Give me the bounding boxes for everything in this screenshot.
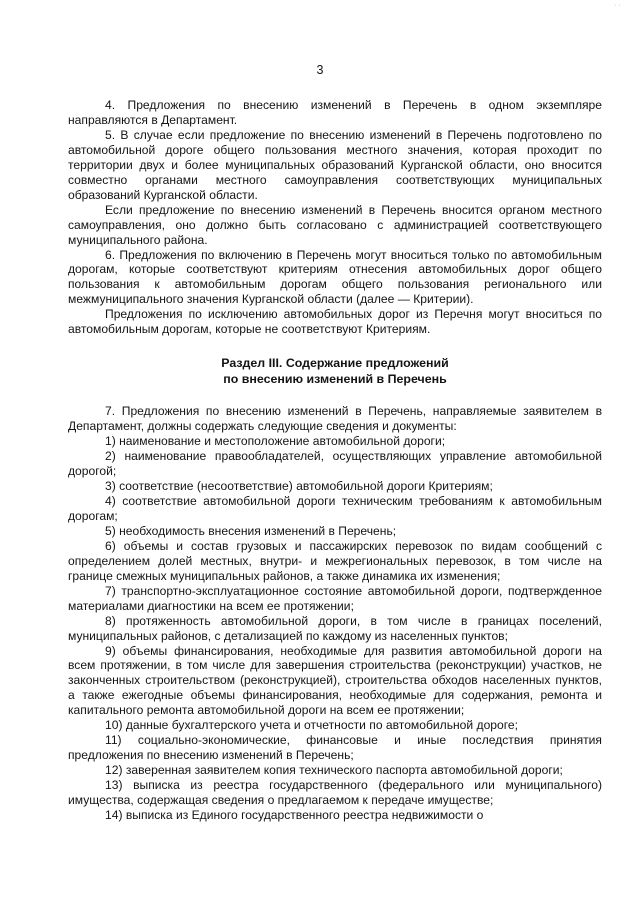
page-number: 3 xyxy=(316,63,324,77)
paragraph-item-4: 4. Предложения по внесению изменений в Перечень в одном экземпляре направляются в Департамент. xyxy=(68,98,602,127)
list-item-5: 5) необходимость внесения изменений в Перечень; xyxy=(105,523,397,538)
list-item-12: 12) заверенная заявителем копия технического паспорта автомобильной дороги; xyxy=(105,763,563,778)
section-heading-line-2: по внесению изменений в Перечень xyxy=(223,371,447,386)
list-item-9: 9) объемы финансирования, необходимые для развития автомобильной дороги на всем протяжении, в том числе для завершения строительства (реконструкции) участков, не законченных строительством (реконструкцией), строительства обходов населенных пунктов, а также ежегодные объемы финансирования, необходимые для содержания, ремонта и капитального ремонта автомобильной дороги на всем ее протяжении; xyxy=(68,643,602,718)
section-heading xyxy=(68,356,602,387)
paragraph-agreement: Если предложение по внесению изменений в Перечень вносится органом местного самоуправления, оно должно быть согласовано с администрацией соответствующего муниципального района. xyxy=(68,202,602,247)
list-item-14: 14) выписка из Единого государственного реестра недвижимости о xyxy=(105,807,484,822)
document-body xyxy=(68,98,602,823)
section-heading-line-1: Раздел III. Содержание предложений xyxy=(221,356,449,371)
list-item-6: 6) объемы и состав грузовых и пассажирских перевозок по видам сообщений с определением долей местных, внутри- и межрегиональных перевозок, в том числе на границе смежных муниципальных районов, а также динамика их изменения; xyxy=(68,538,602,583)
list-item-11: 11) социально-экономические, финансовые и иные последствия принятия предложения по внесению изменений в Перечень; xyxy=(68,733,602,763)
list-item-4: 4) соответствие автомобильной дороги техническим требованиям к автомобильным дорогам; xyxy=(68,493,602,523)
paragraph-item-7: 7. Предложения по внесению изменений в Перечень, направляемые заявителем в Департамент, должны содержать следующие сведения и документы: xyxy=(68,404,602,434)
list-item-8: 8) протяженность автомобильной дороги, в том числе в границах поселений, муниципальных районов, с детализацией по каждому из населенных пунктов; xyxy=(68,613,602,643)
list-item-1: 1) наименование и местоположение автомобильной дороги; xyxy=(105,434,446,449)
paragraph-item-5: 5. В случае если предложение по внесению изменений в Перечень подготовлено по автомобильной дороге общего пользования местного значения, которая проходит по территории двух и более муниципальных образований Курганской области, оно вносится совместно органами местного самоуправления соответствующих муниципальных образований Курганской области. xyxy=(68,127,602,202)
scan-corner-mark: · · xyxy=(614,2,621,9)
paragraph-exclusion: Предложения по исключению автомобильных дорог из Перечня могут вноситься по автомобильным дорогам, которые не соответствуют Критериям. xyxy=(68,307,602,337)
paragraph-item-6: 6. Предложения по включению в Перечень могут вноситься только по автомобильным дорогам, которые соответствуют критериям отнесения автомобильных дорог общего пользования к автомобильным дорогам общего пользования регионального или межмуниципального значения Курганской области (далее — Критерии). xyxy=(68,247,602,307)
list-item-10: 10) данные бухгалтерского учета и отчетности по автомобильной дороге; xyxy=(105,718,518,733)
list-item-13: 13) выписка из реестра государственного (федерального или муниципального) имущества, содержащая сведения о предлагаемом к передаче имуществе; xyxy=(68,778,602,808)
list-item-3: 3) соответствие (несоответствие) автомобильной дороги Критериям; xyxy=(105,479,493,494)
list-item-7: 7) транспортно-эксплуатационное состояние автомобильной дороги, подтвержденное материалами диагностики на всем ее протяжении; xyxy=(68,583,602,613)
list-item-2: 2) наименование правообладателей, осуществляющих управление автомобильной дорогой; xyxy=(68,449,602,479)
